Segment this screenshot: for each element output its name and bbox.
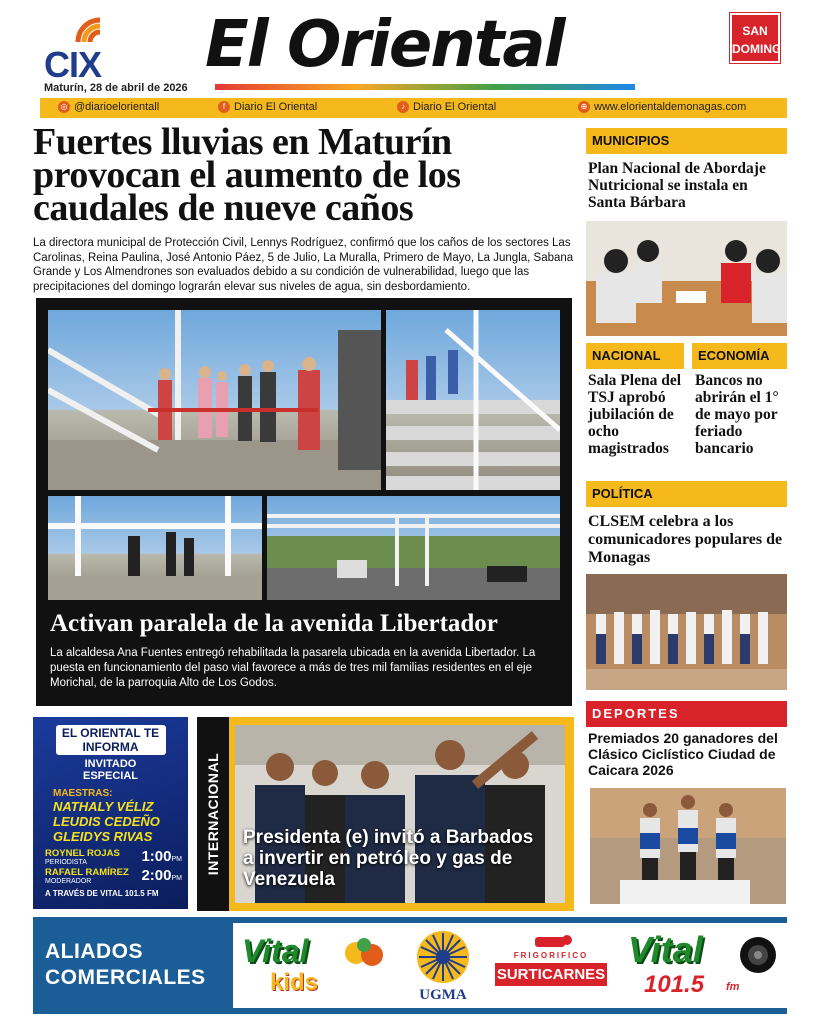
economia-headline[interactable]: Bancos no abrirán el 1° de mayo por feriado bancario <box>695 372 779 457</box>
deportes-headline[interactable]: Premiados 20 ganadores del Clásico Ciclístico Ciudad de Caicara 2026 <box>588 730 778 778</box>
logo-ugma[interactable] <box>403 927 483 1007</box>
cartoon-kids-icon <box>342 935 386 975</box>
photo-story-title[interactable]: Activan paralela de la avenida Libertador <box>50 610 498 637</box>
logo-vital-kids-line2: kids <box>270 969 319 996</box>
allies-label-line1: ALIADOS <box>45 940 143 963</box>
instagram-icon: ◎ <box>58 101 70 113</box>
masthead-title: El Oriental <box>205 8 564 82</box>
promo-guest-2: LEUDIS CEDEÑO <box>53 814 160 829</box>
edition-badge-line1: SAN <box>742 24 768 38</box>
allies-logos <box>233 923 787 1008</box>
promo-guest-3: GLEIDYS RIVAS <box>53 829 153 844</box>
social-instagram[interactable] <box>58 101 159 113</box>
allies-label-line2: COMERCIALES <box>45 966 206 989</box>
logo-vital-1015-fm: fm <box>726 981 740 993</box>
municipios-headline[interactable]: Plan Nacional de Abordaje Nutricional se instala en Santa Bárbara <box>588 160 766 211</box>
promo-pm-1: PM <box>171 856 182 863</box>
politica-headline[interactable]: CLSEM celebra a los comunicadores populares de Monagas <box>588 513 783 566</box>
speaker-icon <box>738 935 778 975</box>
promo-time-1: 1:00 <box>141 848 172 865</box>
section-tag-economia[interactable]: ECONOMÍA <box>692 343 787 369</box>
sunburst-icon <box>411 929 475 985</box>
promo-pm-2: PM <box>171 875 182 882</box>
edition-badge-line2: DOMINGO <box>732 42 791 56</box>
internacional-sidebar <box>197 717 229 911</box>
bull-icon <box>529 933 573 949</box>
internacional-story[interactable] <box>197 717 574 911</box>
social-tiktok-handle: Diario El Oriental <box>413 101 497 113</box>
tiktok-icon: ♪ <box>397 101 409 113</box>
edition-badge <box>730 13 791 63</box>
photo-stairs <box>386 310 560 490</box>
promo-sub2: ESPECIAL <box>82 770 138 782</box>
municipios-photo <box>586 221 787 336</box>
photo-walkway <box>48 496 262 600</box>
social-web[interactable] <box>578 101 746 113</box>
social-web-url: www.elorientaldemonagas.com <box>594 101 747 113</box>
social-facebook[interactable] <box>218 101 317 113</box>
logo-vital-1015-line2: 101.5 <box>644 971 705 998</box>
deportes-photo <box>590 788 786 904</box>
edition-date: Maturín, 28 de abril de 2026 <box>44 82 188 94</box>
section-tag-internacional: INTERNACIONAL <box>205 752 221 876</box>
promo-time-2: 2:00 <box>141 867 172 884</box>
section-tag-nacional[interactable]: NACIONAL <box>586 343 684 369</box>
logo-surticarnes-main: SURTICARNES <box>495 963 607 986</box>
photo-bridge <box>267 496 560 600</box>
globe-icon: ⊕ <box>578 101 590 113</box>
promo-host-row-2 <box>39 867 182 885</box>
internacional-headline[interactable]: Presidenta (e) invitó a Barbados a invertir en petróleo y gas de Venezuela <box>243 827 534 890</box>
allies-label <box>45 939 206 991</box>
promo-host-2: RAFAEL RAMÍREZ <box>45 867 129 878</box>
promo-host-row-1 <box>39 848 182 866</box>
logo-vital-kids[interactable] <box>238 931 388 1003</box>
promo-host-2-role: MODERADOR <box>45 878 92 885</box>
logo-vital-1015[interactable] <box>626 929 782 1003</box>
promo-host-1-role: PERIODISTA <box>45 859 87 866</box>
section-tag-municipios[interactable]: MUNICIPIOS <box>586 128 787 154</box>
promo-host-1: ROYNEL ROJAS <box>45 848 120 859</box>
logo-vital-kids-line1: Vital <box>242 933 309 969</box>
internacional-photo <box>235 725 565 903</box>
masthead <box>205 8 635 88</box>
promo-label: MAESTRAS: <box>53 788 113 799</box>
social-bar <box>40 98 787 118</box>
cix-logo <box>40 8 120 85</box>
promo-via: A TRAVÉS DE VITAL 101.5 FM <box>45 889 159 898</box>
masthead-rainbow-bar <box>215 84 635 90</box>
promo-sub1: INVITADO <box>84 758 137 770</box>
main-headline[interactable]: Fuertes lluvias en Maturín provocan el aumento de los caudales de nueve caños <box>33 121 461 229</box>
promo-guest-1: NATHALY VÉLIZ <box>53 799 154 814</box>
main-lede: La directora municipal de Protección Civil, Lennys Rodríguez, confirmó que los caños de los sectores Las Carolinas, Reina Paulina, José Antonio Páez, 5 de Julio, La Muralla, Primero de Mayo, La Jungla, Sabana Grande y Los Almendrones son evaluados debido a su condición de vulnerabilidad, luego que las precipitaciones del domingo lograrán elevar sus niveles de agua, sin desbordamiento. <box>33 237 574 293</box>
photo-story-text: La alcaldesa Ana Fuentes entregó rehabilitada la pasarela ubicada en la avenida Libertador. La puesta en funcionamiento del paso vial favorece a más de tres mil familias residentes en el eje Morichal, de la parroquia Alto de Los Godos. <box>50 647 536 689</box>
logo-vital-1015-line1: Vital <box>628 929 703 970</box>
photo-story[interactable] <box>36 298 572 706</box>
section-tag-politica[interactable]: POLÍTICA <box>586 481 787 507</box>
allies-bar <box>33 917 787 1014</box>
nacional-headline[interactable]: Sala Plena del TSJ aprobó jubilación de ocho magistrados <box>588 372 682 457</box>
cix-logo-text: CIX <box>44 44 102 85</box>
tv-promo[interactable] <box>33 717 188 909</box>
photo-ribbon-cutting <box>48 310 381 490</box>
social-instagram-handle: @diarioelorientall <box>74 101 160 113</box>
politica-photo <box>586 574 787 690</box>
section-tag-deportes[interactable]: DEPORTES <box>586 701 787 727</box>
promo-brand: EL ORIENTAL TE INFORMA <box>56 725 166 755</box>
facebook-icon: f <box>218 101 230 113</box>
logo-surticarnes-top: FRIGORIFICO <box>513 951 589 960</box>
social-facebook-handle: Diario El Oriental <box>234 101 318 113</box>
logo-ugma-text: UGMA <box>419 987 467 1003</box>
logo-surticarnes[interactable] <box>495 933 607 1001</box>
social-tiktok[interactable] <box>397 101 496 113</box>
